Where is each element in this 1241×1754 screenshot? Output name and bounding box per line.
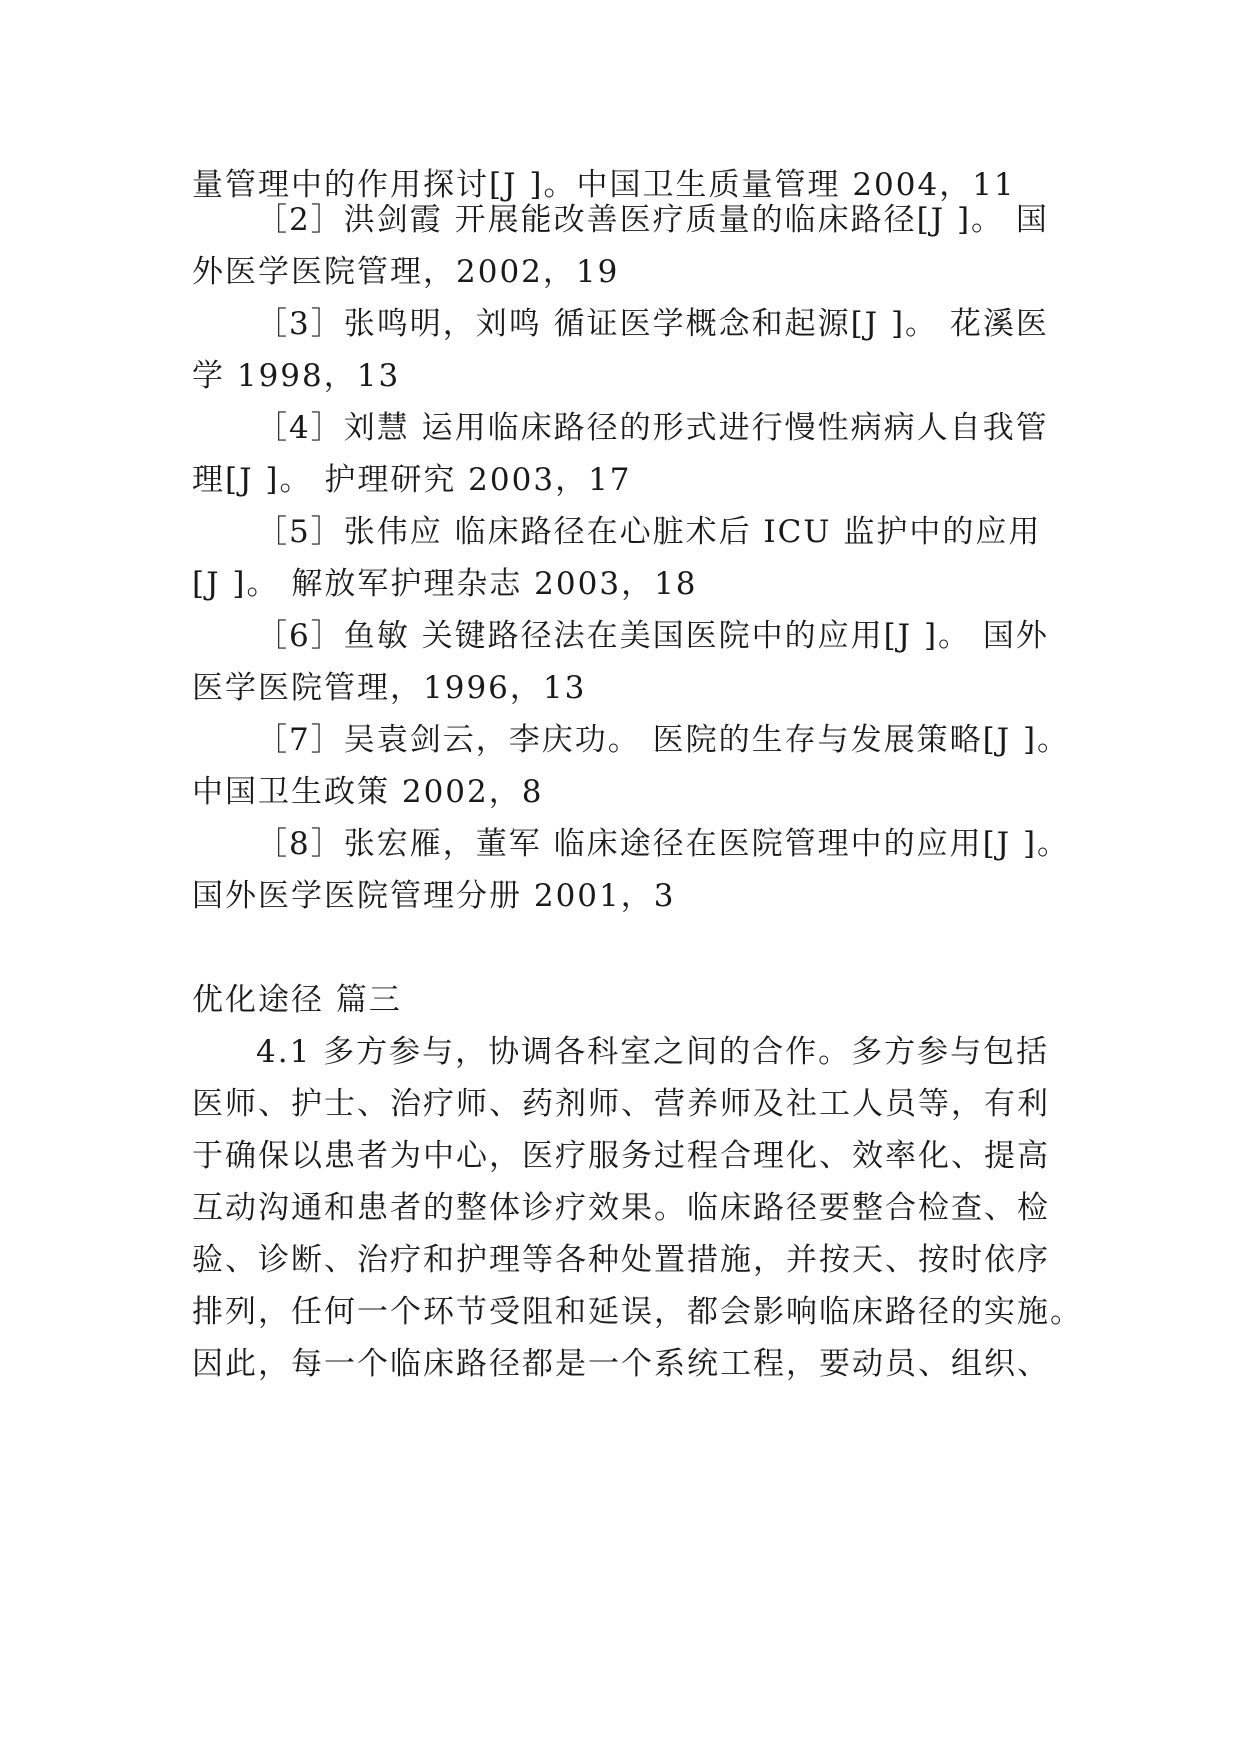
reference-8-line-1: ［8］张宏雁，董军 临床途径在医院管理中的应用[J ]。 <box>256 826 1071 862</box>
paragraph-line-3: 于确保以患者为中心，医疗服务过程合理化、效率化、提高 <box>192 1138 1050 1174</box>
paragraph-line-2: 医师、护士、治疗师、药剂师、营养师及社工人员等，有利 <box>192 1086 1050 1122</box>
reference-6-line-1: ［6］鱼敏 关键路径法在美国医院中的应用[J ]。 国外 <box>256 618 1049 654</box>
reference-2-line-2: 外医学医院管理，2002，19 <box>192 254 620 290</box>
reference-7-line-2: 中国卫生政策 2002，8 <box>192 774 544 810</box>
reference-8-line-2: 国外医学医院管理分册 2001，3 <box>192 878 676 914</box>
reference-3-line-2: 学 1998，13 <box>192 358 401 394</box>
reference-4-line-1: ［4］刘慧 运用临床路径的形式进行慢性病病人自我管 <box>256 410 1049 446</box>
reference-3-line-1: ［3］张鸣明，刘鸣 循证医学概念和起源[J ]。 花溪医 <box>256 306 1049 342</box>
reference-6-line-2: 医学医院管理，1996，13 <box>192 670 587 706</box>
paragraph-line-5: 验、诊断、治疗和护理等各种处置措施，并按天、按时依序 <box>192 1242 1050 1278</box>
paragraph-line-6: 排列，任何一个环节受阻和延误，都会影响临床路径的实施。 <box>192 1294 1083 1330</box>
reference-7-line-1: ［7］吴袁剑云，李庆功。 医院的生存与发展策略[J ]。 <box>256 722 1071 758</box>
reference-4-line-2: 理[J ]。 护理研究 2003，17 <box>192 462 632 498</box>
reference-continuation-line: 量管理中的作用探讨[J ]。中国卫生质量管理 2004，11 <box>192 167 1016 203</box>
reference-2-line-1: ［2］洪剑霞 开展能改善医疗质量的临床路径[J ]。 国 <box>256 202 1049 238</box>
section-heading: 优化途径 篇三 <box>192 982 402 1018</box>
paragraph-line-1: 4.1 多方参与，协调各科室之间的合作。多方参与包括 <box>256 1034 1050 1070</box>
paragraph-line-4: 互动沟通和患者的整体诊疗效果。临床路径要整合检查、检 <box>192 1190 1050 1226</box>
reference-5-line-1: ［5］张伟应 临床路径在心脏术后 ICU 监护中的应用 <box>256 514 1042 550</box>
reference-5-line-2: [J ]。 解放军护理杂志 2003，18 <box>192 566 698 602</box>
paragraph-line-7: 因此，每一个临床路径都是一个系统工程，要动员、组织、 <box>192 1346 1050 1382</box>
